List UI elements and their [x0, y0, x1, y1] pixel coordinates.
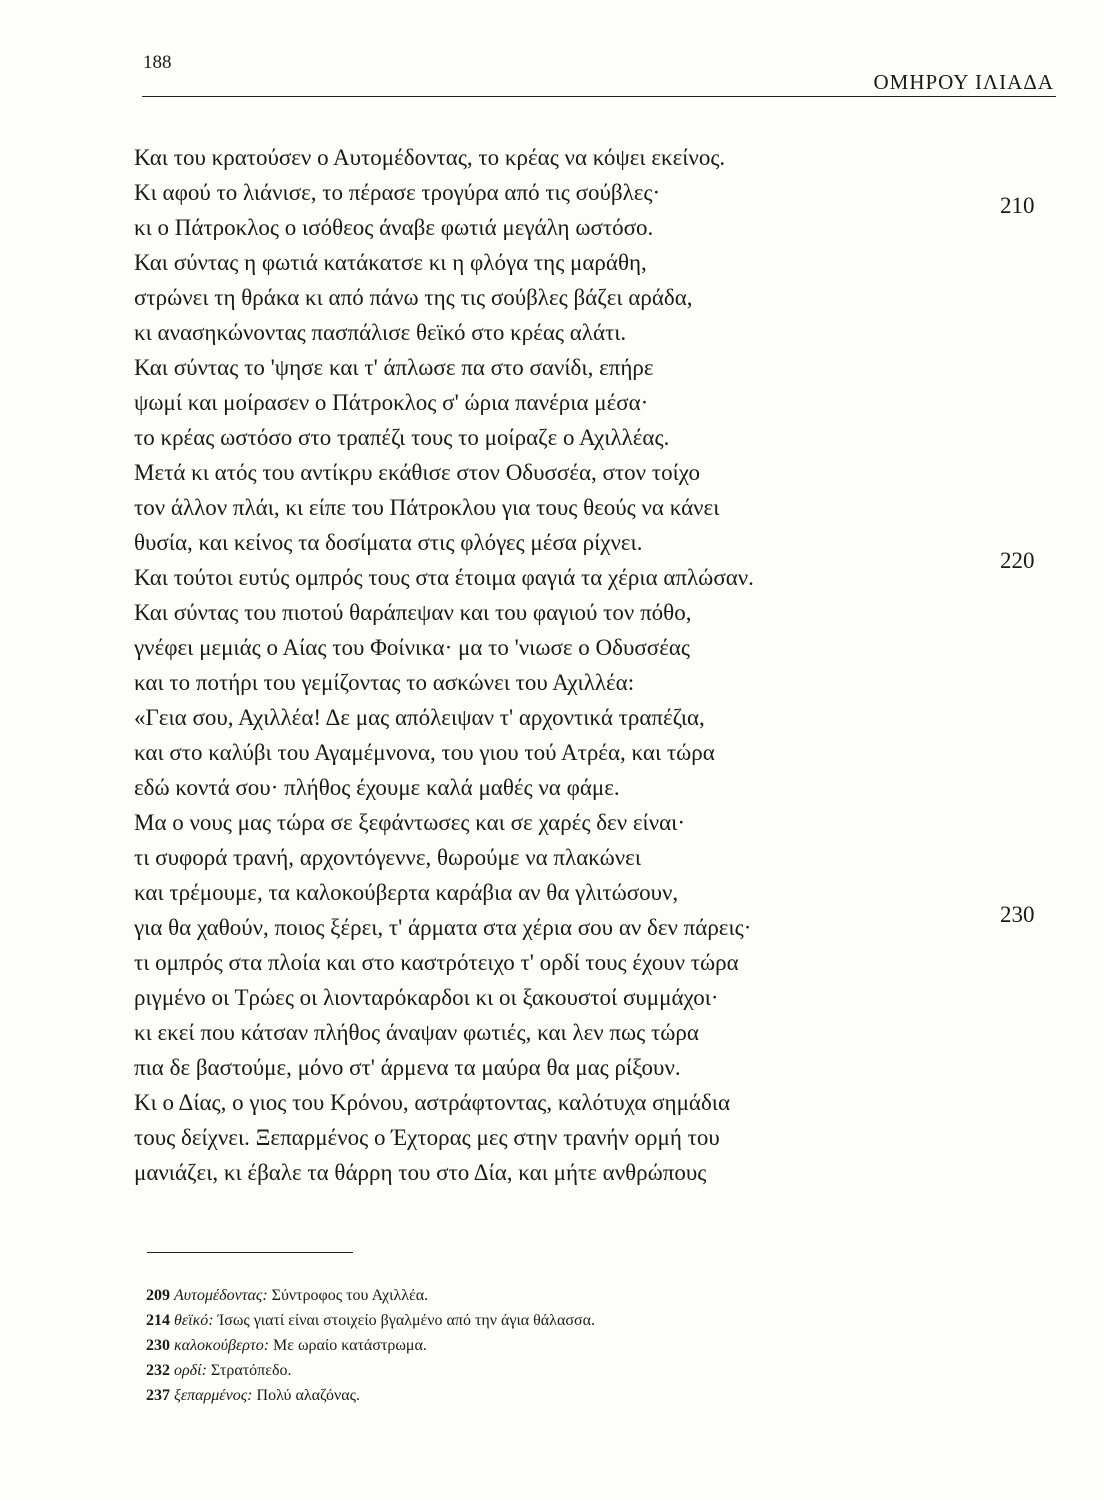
verse-line: και στο καλύβι του Αγαμέμνονα, του γιου τού Ατρέα, και τώρα — [134, 740, 715, 765]
verse-line: θυσία, και κείνος τα δοσίματα στις φλόγες μέσα ρίχνει. — [134, 530, 643, 555]
verse-line: το κρέας ωστόσο στο τραπέζι τους το μοίραζε ο Αχιλλέας. — [134, 425, 670, 450]
verse-line: Και σύντας του πιοτού θαράπεψαν και του φαγιού τον πόθο, — [134, 600, 692, 625]
running-title: ΟΜΗΡΟΥ ΙΛΙΑΔΑ — [873, 70, 1054, 94]
verse-line: για θα χαθούν, ποιος ξέρει, τ' άρματα στα χέρια σου αν δεν πάρεις· — [134, 915, 752, 940]
footnote-text: Στρατόπεδο. — [210, 1362, 292, 1379]
verse-line: πια δε βαστούμε, μόνο στ' άρμενα τα μαύρα θα μας ρίξουν. — [134, 1055, 681, 1080]
footnote-number: 230 — [146, 1337, 170, 1354]
verse-line: «Γεια σου, Αχιλλέα! Δε μας απόλειψαν τ' αρχοντικά τραπέζια, — [134, 705, 705, 730]
footnote-text: Σύντροφος του Αχιλλέα. — [271, 1287, 429, 1304]
header-rule — [142, 96, 1056, 97]
footnote-number: 237 — [146, 1387, 170, 1404]
verse-line: τι ομπρός στα πλοία και στο καστρότειχο τ' ορδί τους έχουν τώρα — [134, 950, 739, 975]
footnote-text: Ίσως γιατί είναι στοιχείο βγαλμένο από την άγια θάλασσα. — [217, 1312, 595, 1329]
verse-line: Και του κρατούσεν ο Αυτομέδοντας, το κρέας να κόψει εκείνος. — [134, 145, 726, 170]
verse-line: εδώ κοντά σου· πλήθος έχουμε καλά μαθές να φάμε. — [134, 775, 620, 800]
footnote-term: Αυτομέδοντας: — [174, 1287, 268, 1304]
verse-line: τους δείχνει. Ξεπαρμένος ο Έχτορας μες στην τρανήν ορμή του — [134, 1125, 720, 1150]
footnotes — [146, 1283, 946, 1408]
verse-line: στρώνει τη θράκα κι από πάνω της τις σούβλες βάζει αράδα, — [134, 285, 693, 310]
verse-line: μανιάζει, κι έβαλε τα θάρρη του στο Δία, και μήτε ανθρώπους — [134, 1160, 707, 1185]
verse-block — [134, 140, 974, 1190]
verse-line: Κι αφού το λιάνισε, το πέρασε τρογύρα από τις σούβλες· — [134, 180, 661, 205]
verse-line: Και σύντας η φωτιά κατάκατσε κι η φλόγα της μαράθη, — [134, 250, 647, 275]
footnote — [146, 1308, 946, 1333]
verse-line: ψωμί και μοίρασεν ο Πάτροκλος σ' ώρια πανέρια μέσα· — [134, 390, 649, 415]
verse-line: και τρέμουμε, τα καλοκούβερτα καράβια αν θα γλιτώσουν, — [134, 880, 679, 905]
verse-line: Και σύντας το 'ψησε και τ' άπλωσε πα στο σανίδι, επήρε — [134, 355, 654, 380]
footnote — [146, 1283, 946, 1308]
verse-line: ριγμένο οι Τρώες οι λιονταρόκαρδοι κι οι ξακουστοί συμμάχοι· — [134, 985, 719, 1010]
footnote-number: 214 — [146, 1312, 170, 1329]
footnote-term: ορδί: — [174, 1362, 207, 1379]
line-number-220: 220 — [1000, 548, 1035, 573]
verse-line: τον άλλον πλάι, κι είπε του Πάτροκλου για τους θεούς να κάνει — [134, 495, 720, 520]
footnote-text: Με ωραίο κατάστρωμα. — [273, 1337, 427, 1354]
footnote-number: 209 — [146, 1287, 170, 1304]
footnote — [146, 1383, 946, 1408]
verse-line: Μετά κι ατός του αντίκρυ εκάθισε στον Οδυσσέα, στον τοίχο — [134, 460, 700, 485]
footnote — [146, 1333, 946, 1358]
verse-line: Μα ο νους μας τώρα σε ξεφάντωσες και σε χαρές δεν είναι· — [134, 810, 686, 835]
footnote-term: θεϊκό: — [174, 1312, 214, 1329]
footnote-term: καλοκούβερτο: — [174, 1337, 270, 1354]
verse-line: Και τούτοι ευτύς ομπρός τους στα έτοιμα φαγιά τα χέρια απλώσαν. — [134, 565, 754, 590]
footnote — [146, 1358, 946, 1383]
line-number-230: 230 — [1000, 902, 1035, 927]
line-number-210: 210 — [1000, 193, 1035, 218]
page-number: 188 — [143, 52, 172, 73]
verse-line: Κι ο Δίας, ο γιος του Κρόνου, αστράφτοντας, καλότυχα σημάδια — [134, 1090, 731, 1115]
verse-line: κι εκεί που κάτσαν πλήθος άναψαν φωτιές, και λεν πως τώρα — [134, 1020, 699, 1045]
verse-line: κι ο Πάτροκλος ο ισόθεος άναβε φωτιά μεγάλη ωστόσο. — [134, 215, 654, 240]
footnote-number: 232 — [146, 1362, 170, 1379]
verse-line: τι συφορά τρανή, αρχοντόγεννε, θωρούμε να πλακώνει — [134, 845, 642, 870]
verse-line: και το ποτήρι του γεμίζοντας το ασκώνει του Αχιλλέα: — [134, 670, 635, 695]
footnote-rule — [147, 1252, 353, 1253]
footnote-text: Πολύ αλαζόνας. — [256, 1387, 360, 1404]
verse-line: γνέφει μεμιάς ο Αίας του Φοίνικα· μα το 'νιωσε ο Οδυσσέας — [134, 635, 691, 660]
footnote-term: ξεπαρμένος: — [174, 1387, 253, 1404]
verse-line: κι ανασηκώνοντας πασπάλισε θεϊκό στο κρέας αλάτι. — [134, 320, 627, 345]
